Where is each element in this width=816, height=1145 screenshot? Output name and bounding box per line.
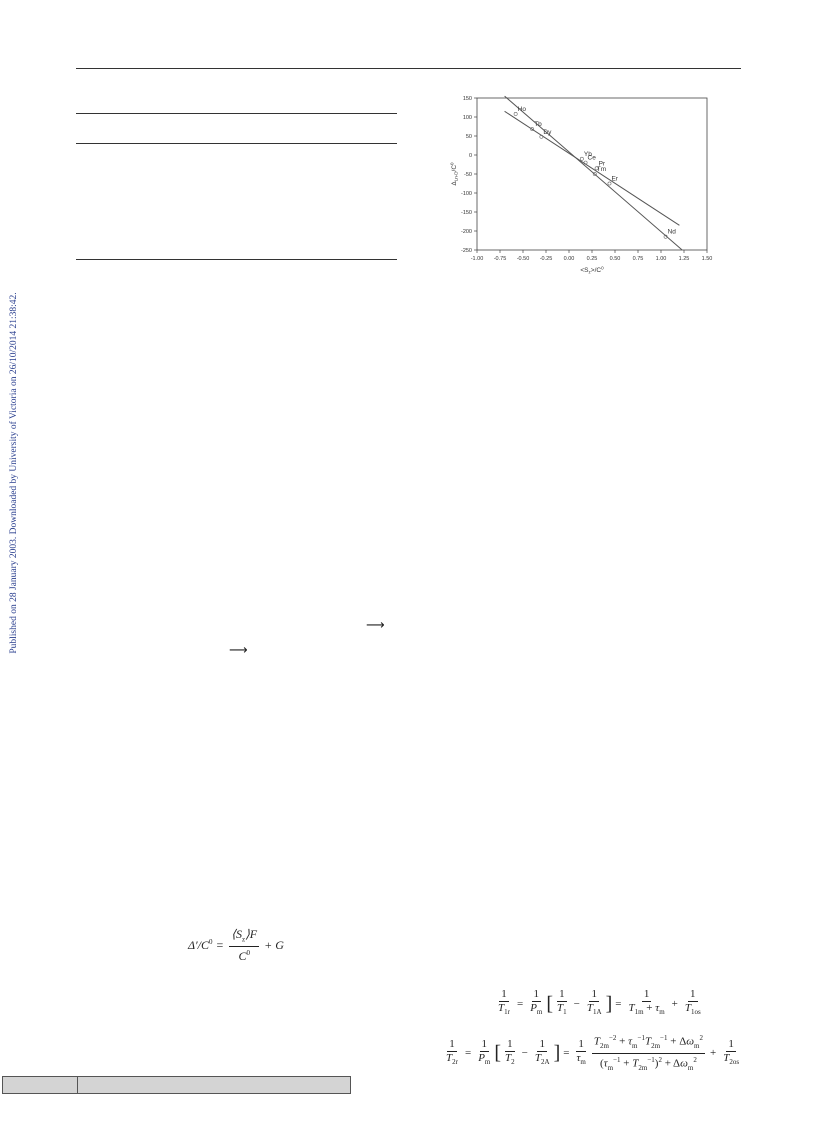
y-tick-label: 100 (462, 115, 472, 121)
x-tick-label: -0.75 (493, 256, 507, 262)
x-axis-label: $<S_z>/C^0$ (580, 265, 604, 275)
plot-area (450, 96, 713, 275)
y-tick-label: -250 (460, 248, 472, 254)
x-tick-label: 0.50 (609, 256, 621, 262)
arrow-glyph: ⟶ (366, 618, 385, 633)
x-tick-label: -0.25 (539, 256, 553, 262)
y-tick-label: 50 (465, 134, 472, 140)
point-label-pr: Pr (598, 160, 606, 168)
y-tick-label: 0 (468, 153, 472, 159)
x-tick-label: 0.75 (632, 256, 644, 262)
eq1-tail: + G (264, 938, 284, 953)
footer-bar (2, 1076, 351, 1094)
table-bottom-rule (76, 259, 397, 260)
page-header-rule (76, 68, 741, 69)
eq1-num-tail: ⟩F (245, 927, 258, 941)
table-top-rule (76, 113, 397, 114)
y-tick-label: -200 (460, 229, 472, 235)
plot-frame (477, 98, 707, 250)
point-label-er: Er (611, 175, 618, 183)
eq1-num: ⟨S (231, 927, 242, 941)
x-tick-label: 1.50 (701, 256, 713, 262)
table-header-rule (76, 143, 397, 144)
chart-shift-vs-sz (442, 90, 722, 290)
y-tick-label: 150 (462, 96, 472, 102)
point-label-dy: Dy (543, 128, 552, 136)
x-tick-label: 1.25 (678, 256, 690, 262)
equation-t2r: $\frac{1}{T_{2r}}$ = $\frac{1}{P_m}$ [ $\frac{1}{T_2}$ − $\frac{1}{T_{2A}}$ ] = $\frac{1}{\tau_m}$ $\frac{T_{2m}^{-2} + \tau_m^{-1}T_{2m}^{-1} + \Delta\omega_m^2}{(\tau_m^{-1} + T_{2m}^{-1})^2 + \Delta\omega_m^2}$ + $\frac{1}{T_{2os}}$ (446, 1034, 740, 1072)
point-label-tm: Tm (596, 166, 607, 173)
footer-bar-segment (3, 1077, 78, 1093)
y-axis-label: $\Delta_{Ln-D}/C^0$ (449, 162, 459, 186)
equation-delta-over-c0: $\Delta'/C^0$ = $\frac{⟨S_z⟩F}{C^0}$ + G (188, 927, 284, 964)
point-label-ho: Ho (517, 105, 526, 113)
eq1-den-sup: 0 (246, 949, 250, 958)
y-tick-label: -100 (460, 191, 472, 197)
eq1-lhs-sup: 0 (209, 938, 213, 947)
point-label-tb: Tb (534, 121, 542, 129)
x-tick-label: -1.00 (470, 256, 484, 262)
y-tick-label: -50 (464, 172, 472, 178)
x-tick-label: -0.50 (516, 256, 530, 262)
arrow-glyph: ⟶ (229, 643, 248, 658)
watermark-text: Published on 28 January 2003. Downloaded by University of Victoria on 26/10/2014 21:38:42. (9, 292, 19, 654)
point-label-ce: Ce (587, 154, 596, 162)
x-tick-label: 0.00 (563, 256, 575, 262)
point-label-nd: Nd (667, 228, 676, 236)
equation-t1r: $\frac{1}{T_{1r}}$ = $\frac{1}{P_m}$ [ $\frac{1}{T_1}$ − $\frac{1}{T_{1A}}$ ] = $\frac{1}{T_{1m} + \tau_m}$ + $\frac{1}{T_{1os}}$ (498, 988, 701, 1017)
eq1-num-sub: z (241, 935, 246, 944)
point-label-yb: Yb (583, 150, 592, 158)
x-tick-label: 0.25 (586, 256, 598, 262)
x-tick-label: 1.00 (655, 256, 667, 262)
y-tick-label: -150 (460, 210, 472, 216)
eq1-lhs: Δ′/C (188, 938, 210, 953)
download-watermark (3, 270, 25, 676)
eq1-den: C (238, 949, 247, 964)
